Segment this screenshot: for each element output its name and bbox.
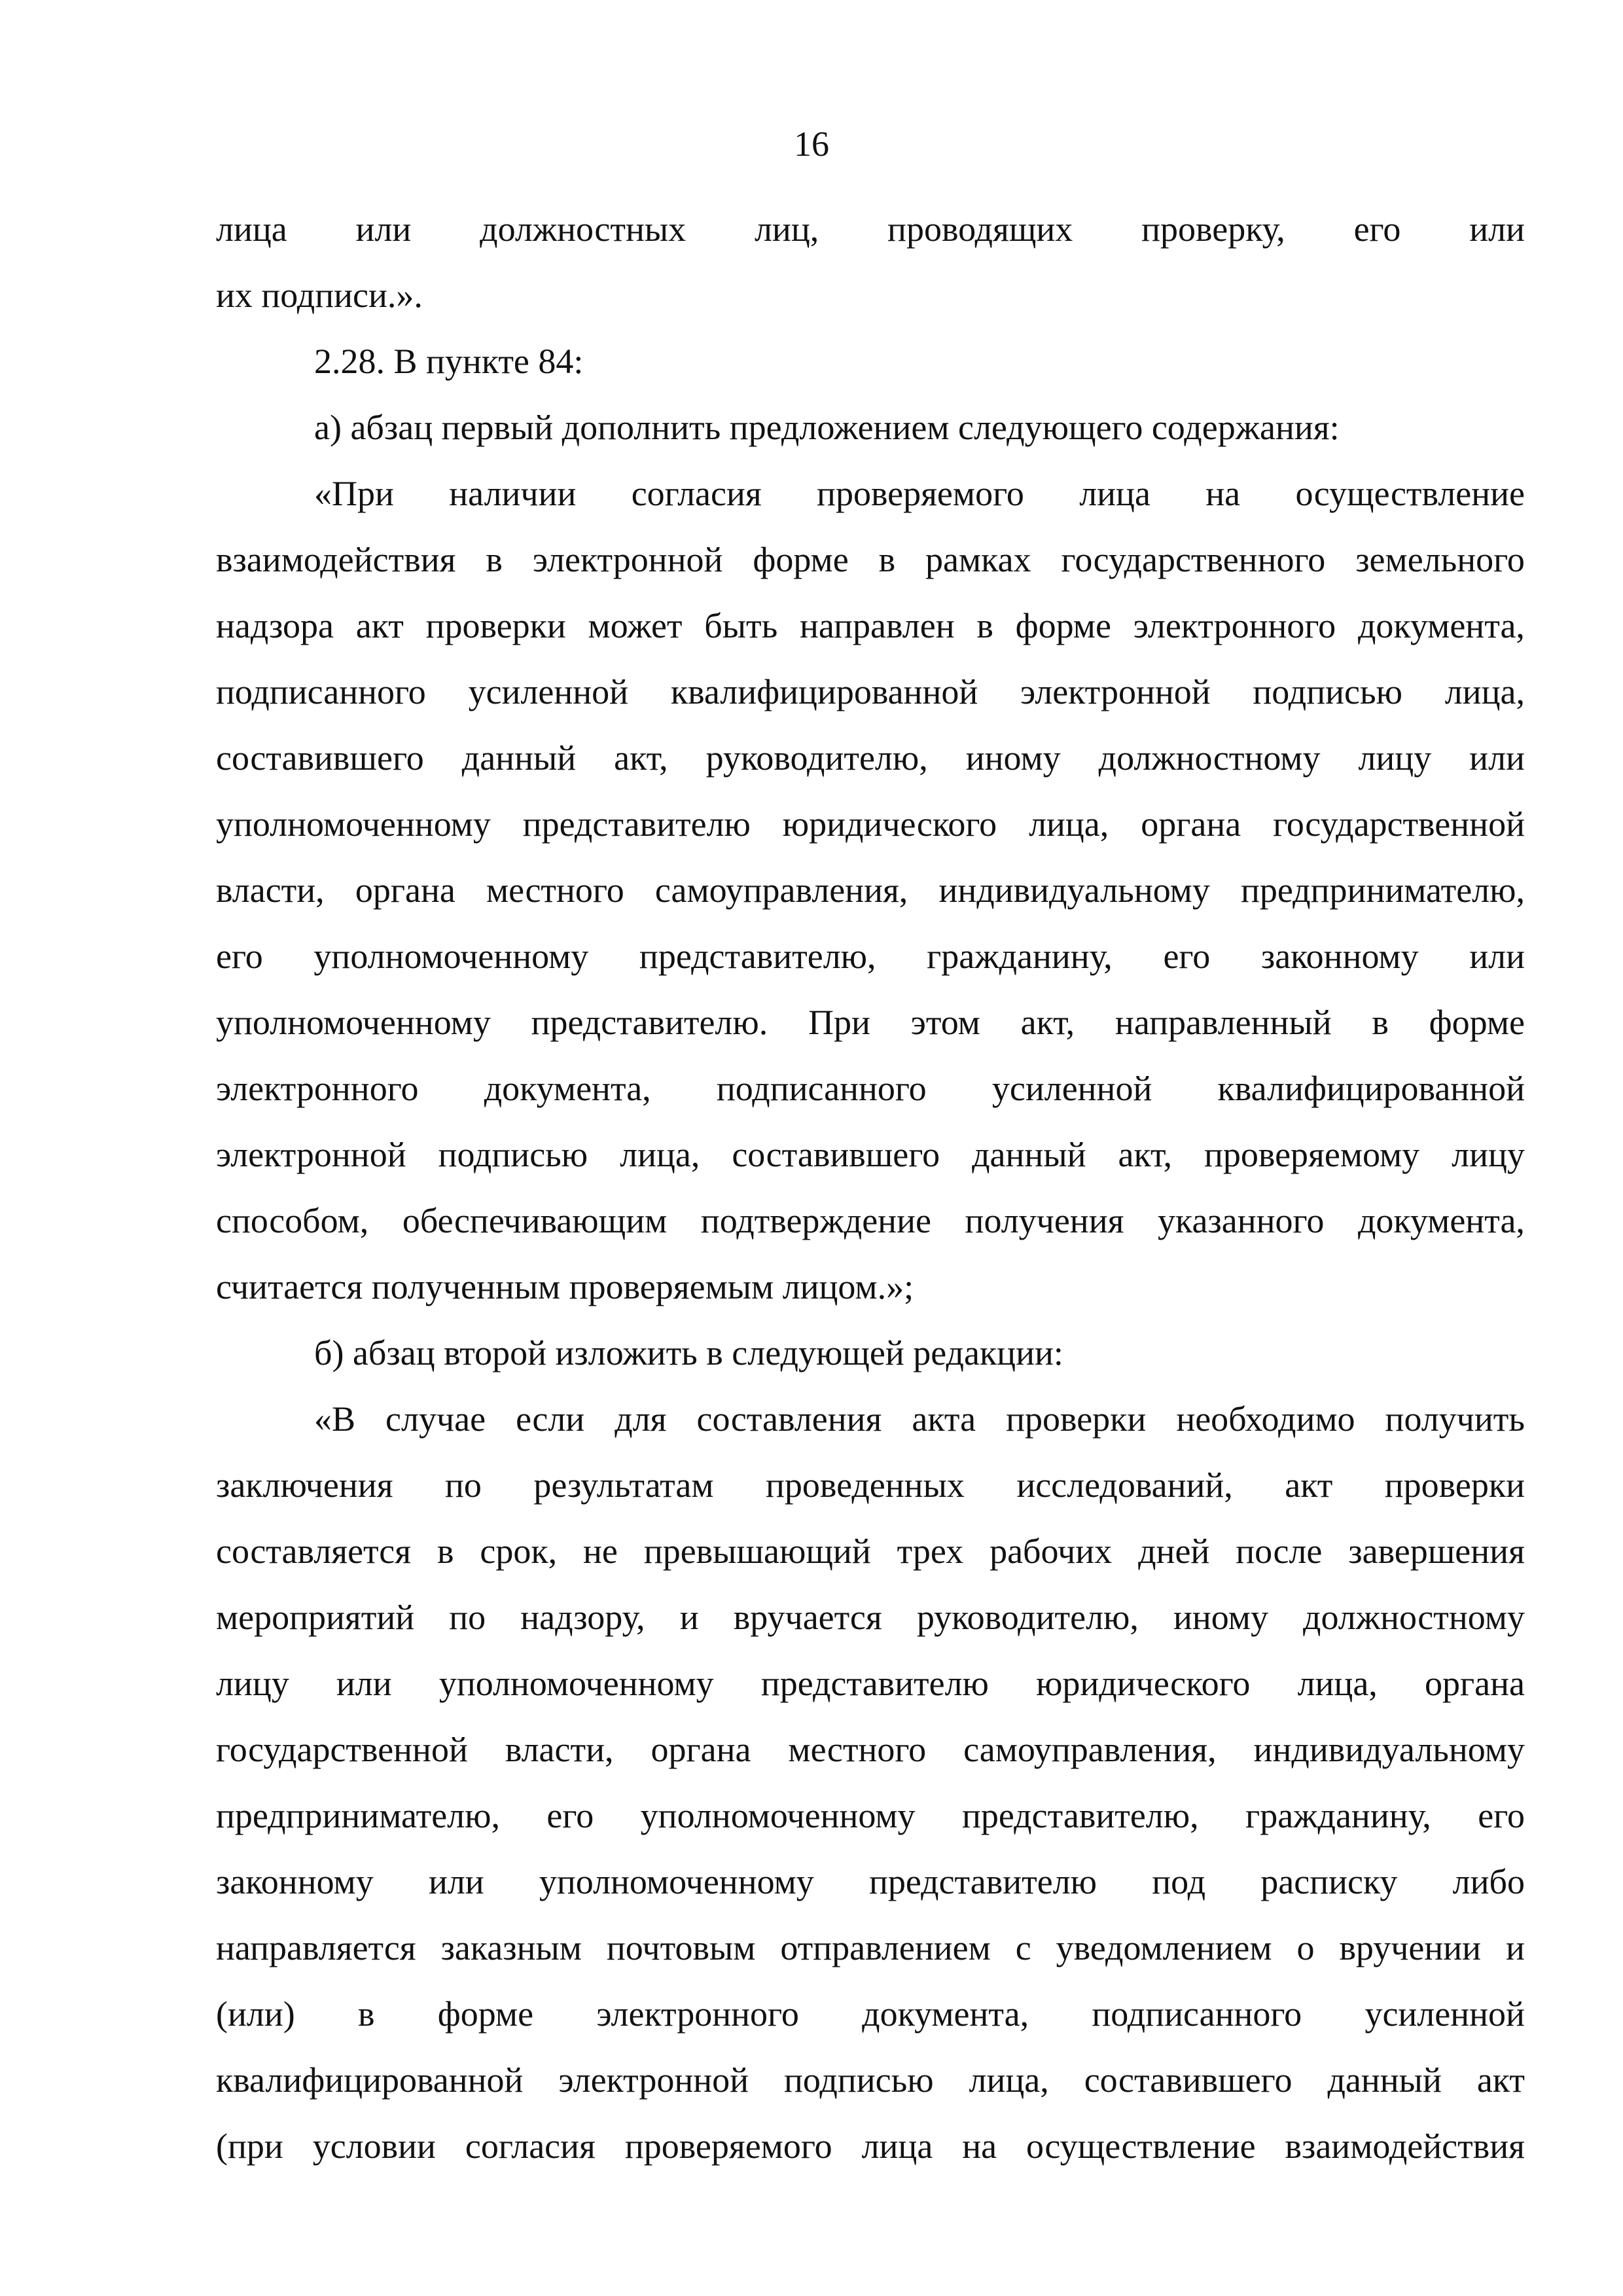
word: представителю,	[639, 937, 876, 976]
word: осуществление	[1026, 2126, 1256, 2166]
word: в	[357, 1994, 375, 2034]
word: должностному	[1098, 738, 1321, 778]
text-line: б) абзац второй изложить в следующей редакции:	[314, 1333, 1063, 1372]
word: уполномоченному	[216, 804, 491, 844]
word: завершения	[1348, 1532, 1525, 1571]
word: лица,	[1297, 1664, 1378, 1703]
word: надзора	[216, 606, 334, 645]
word: электронной	[1020, 672, 1211, 711]
word: иному	[965, 738, 1061, 778]
text-line	[216, 725, 1525, 791]
word: документа,	[862, 1994, 1029, 2034]
word: усиленной	[991, 1069, 1152, 1108]
word: проверку,	[1141, 209, 1285, 249]
word: вручается	[733, 1598, 882, 1637]
word: превышающий	[643, 1532, 871, 1571]
word: проверки	[1006, 1399, 1147, 1439]
page-number: 16	[794, 124, 829, 164]
word: лицу	[1358, 738, 1432, 778]
word: квалифицированной	[1217, 1069, 1525, 1108]
word: проверяемого	[817, 474, 1024, 513]
word: данный	[972, 1135, 1086, 1174]
word: взаимодействия	[1285, 2126, 1525, 2166]
word: данный	[461, 738, 577, 778]
word: либо	[1452, 1862, 1525, 1901]
document-body	[216, 196, 1525, 2179]
text-line	[216, 791, 1525, 857]
word: направленный	[1115, 1003, 1332, 1042]
text-line	[216, 990, 1525, 1056]
text-line	[216, 1717, 1525, 1783]
word: заказным	[440, 1928, 582, 1967]
word: проведенных	[766, 1465, 965, 1505]
word: уведомлением	[1056, 1928, 1272, 1967]
word: лица,	[620, 1135, 700, 1174]
text-line	[216, 1188, 1525, 1254]
text-line	[216, 1122, 1525, 1188]
word: юридического	[1036, 1664, 1251, 1703]
word: электронной	[216, 1135, 406, 1174]
text-line	[216, 1981, 1525, 2047]
text-line	[216, 1849, 1525, 1915]
word: представителю	[760, 1664, 989, 1703]
word: документа,	[1357, 1201, 1525, 1240]
text-line	[216, 857, 1525, 924]
word: по	[449, 1598, 486, 1637]
word: взаимодействия	[216, 540, 456, 579]
word: получить	[1385, 1399, 1525, 1439]
text-line	[216, 461, 1525, 527]
word: местного	[788, 1730, 927, 1769]
word: уполномоченному	[313, 937, 589, 976]
word: подписанного	[216, 672, 426, 711]
word: должностному	[1303, 1598, 1525, 1637]
word: (при	[216, 2126, 283, 2166]
word: законному	[216, 1862, 374, 1901]
text-line: их подписи.».	[216, 276, 423, 315]
text-line	[216, 924, 1525, 990]
word: получения	[965, 1201, 1124, 1240]
word: акт,	[614, 738, 668, 778]
text-line	[216, 1518, 1525, 1585]
word: руководителю,	[916, 1598, 1139, 1637]
word: форме	[1015, 606, 1111, 645]
word: направлен	[800, 606, 955, 645]
text-line: считается полученным проверяемым лицом.»;	[216, 1267, 914, 1306]
word: индивидуальному	[1253, 1730, 1525, 1769]
word: рамках	[925, 540, 1031, 579]
word: его	[216, 937, 263, 976]
word: форме	[753, 540, 849, 579]
word: самоуправления,	[963, 1730, 1217, 1769]
word: наличии	[449, 474, 577, 513]
word: расписку	[1260, 1862, 1398, 1901]
word: составившего	[216, 738, 424, 778]
word: составившего	[1084, 2060, 1293, 2100]
word: в	[486, 540, 503, 579]
word: гражданину,	[1245, 1796, 1431, 1835]
word: электронного	[596, 1994, 799, 2034]
word: указанного	[1158, 1201, 1325, 1240]
word: акт	[1285, 1465, 1333, 1505]
text-line	[216, 1651, 1525, 1717]
word: При	[808, 1003, 870, 1042]
word: юридического	[782, 804, 997, 844]
word: органа	[651, 1730, 751, 1769]
word: акт	[1476, 2060, 1525, 2100]
word: акт	[355, 606, 404, 645]
word: не	[583, 1532, 618, 1571]
word: и	[1506, 1928, 1525, 1967]
word: законному	[1260, 937, 1419, 976]
word: «В	[314, 1399, 356, 1439]
word: представителю,	[962, 1796, 1199, 1835]
text-line	[216, 1386, 1525, 1452]
text-line: 2.28. В пункте 84:	[314, 342, 584, 381]
word: усиленной	[1364, 1994, 1525, 2034]
word: государственной	[1273, 804, 1525, 844]
word: земельного	[1355, 540, 1525, 579]
word: гражданину,	[927, 937, 1113, 976]
word: проверяемому	[1204, 1135, 1420, 1174]
word: или	[428, 1862, 484, 1901]
word: быть	[704, 606, 778, 645]
word: лица,	[1029, 804, 1109, 844]
word: надзору,	[520, 1598, 645, 1637]
text-line	[216, 1585, 1525, 1651]
word: уполномоченному	[539, 1862, 814, 1901]
word: квалифицированной	[216, 2060, 524, 2100]
word: иному	[1173, 1598, 1268, 1637]
word: лицу	[216, 1664, 289, 1703]
word: акта	[912, 1399, 976, 1439]
word: о	[1296, 1928, 1315, 1967]
word: (или)	[216, 1994, 295, 2034]
word: срок,	[480, 1532, 558, 1571]
text-line	[216, 593, 1525, 659]
word: уполномоченному	[438, 1664, 714, 1703]
word: после	[1236, 1532, 1323, 1571]
word: почтовым	[606, 1928, 756, 1967]
word: проверки	[425, 606, 566, 645]
word: лицу	[1452, 1135, 1525, 1174]
word: составившего	[732, 1135, 940, 1174]
word: самоуправления,	[654, 870, 908, 910]
word: представителю	[522, 804, 751, 844]
word: проверки	[1384, 1465, 1525, 1505]
word: форме	[1429, 1003, 1525, 1042]
text-line	[216, 527, 1525, 593]
word: индивидуальному	[938, 870, 1210, 910]
word: государственного	[1061, 540, 1326, 579]
word: форме	[437, 1994, 534, 2034]
word: акт,	[1020, 1003, 1075, 1042]
word: на	[962, 2126, 997, 2166]
word: по	[444, 1465, 482, 1505]
word: органа	[1141, 804, 1241, 844]
word: представителю	[868, 1862, 1097, 1901]
word: электронного	[1133, 606, 1336, 645]
word: или	[355, 209, 412, 249]
word: местного	[486, 870, 624, 910]
word: уполномоченному	[640, 1796, 916, 1835]
word: результатам	[533, 1465, 714, 1505]
text-line	[216, 1915, 1525, 1981]
word: осуществление	[1295, 474, 1525, 513]
word: лица,	[1444, 672, 1525, 711]
word: подписанного	[716, 1069, 927, 1108]
word: подписью	[1253, 672, 1402, 711]
word: под	[1152, 1862, 1206, 1901]
word: органа	[1424, 1664, 1525, 1703]
text-line	[216, 1452, 1525, 1518]
word: согласия	[465, 2126, 596, 2166]
word: или	[1469, 209, 1525, 249]
word: его	[1163, 937, 1211, 976]
word: может	[588, 606, 683, 645]
word: условии	[312, 2126, 436, 2166]
word: документа,	[484, 1069, 651, 1108]
word: усиленной	[468, 672, 629, 711]
word: руководителю,	[705, 738, 928, 778]
word: лица	[216, 209, 287, 249]
word: с	[1015, 1928, 1031, 1967]
word: лица,	[969, 2060, 1049, 2100]
word: исследований,	[1016, 1465, 1233, 1505]
word: дней	[1138, 1532, 1210, 1571]
text-line	[216, 1056, 1525, 1122]
word: власти,	[216, 870, 325, 910]
word: или	[1469, 738, 1525, 778]
word: квалифицированной	[670, 672, 978, 711]
word: государственной	[216, 1730, 468, 1769]
word: лица	[1079, 474, 1150, 513]
text-line: а) абзац первый дополнить предложением следующего содержания:	[314, 408, 1340, 447]
word: на	[1205, 474, 1241, 513]
word: органа	[355, 870, 455, 910]
word: акт,	[1118, 1135, 1173, 1174]
word: и	[679, 1598, 699, 1637]
word: случае	[385, 1399, 486, 1439]
word: рабочих	[990, 1532, 1113, 1571]
word: уполномоченному	[216, 1003, 491, 1042]
word: должностных	[480, 209, 687, 249]
word: власти,	[505, 1730, 614, 1769]
word: мероприятий	[216, 1598, 415, 1637]
word: в	[1372, 1003, 1389, 1042]
word: согласия	[631, 474, 762, 513]
word: направляется	[216, 1928, 416, 1967]
word: лица	[861, 2126, 933, 2166]
word: в	[878, 540, 896, 579]
word: «При	[314, 474, 394, 513]
word: трех	[897, 1532, 964, 1571]
word: составляется	[216, 1532, 412, 1571]
word: электронного	[216, 1069, 419, 1108]
word: предпринимателю,	[1241, 870, 1525, 910]
word: его	[546, 1796, 594, 1835]
word: представителю.	[531, 1003, 768, 1042]
word: подписанного	[1092, 1994, 1302, 2034]
word: в	[976, 606, 993, 645]
word: или	[1469, 937, 1525, 976]
word: документа,	[1357, 606, 1525, 645]
word: заключения	[216, 1465, 393, 1505]
word: или	[336, 1664, 392, 1703]
word: этом	[910, 1003, 980, 1042]
word: если	[516, 1399, 585, 1439]
word: его	[1478, 1796, 1525, 1835]
word: его	[1353, 209, 1401, 249]
word: проверяемого	[624, 2126, 832, 2166]
word: подписью	[438, 1135, 588, 1174]
word: способом,	[216, 1201, 369, 1240]
word: отправлением	[780, 1928, 991, 1967]
word: в	[437, 1532, 454, 1571]
text-line	[216, 659, 1525, 725]
word: подписью	[783, 2060, 934, 2100]
word: лиц,	[754, 209, 819, 249]
word: проводящих	[887, 209, 1073, 249]
word: вручении	[1339, 1928, 1482, 1967]
text-line	[216, 196, 1525, 262]
word: предпринимателю,	[216, 1796, 500, 1835]
word: данный	[1327, 2060, 1442, 2100]
word: электронной	[532, 540, 723, 579]
word: обеспечивающим	[402, 1201, 668, 1240]
word: для	[615, 1399, 667, 1439]
word: необходимо	[1176, 1399, 1355, 1439]
text-line	[216, 2113, 1525, 2179]
word: электронной	[558, 2060, 749, 2100]
text-line	[216, 2047, 1525, 2113]
word: составления	[696, 1399, 882, 1439]
text-line	[216, 1783, 1525, 1849]
word: подтверждение	[700, 1201, 931, 1240]
